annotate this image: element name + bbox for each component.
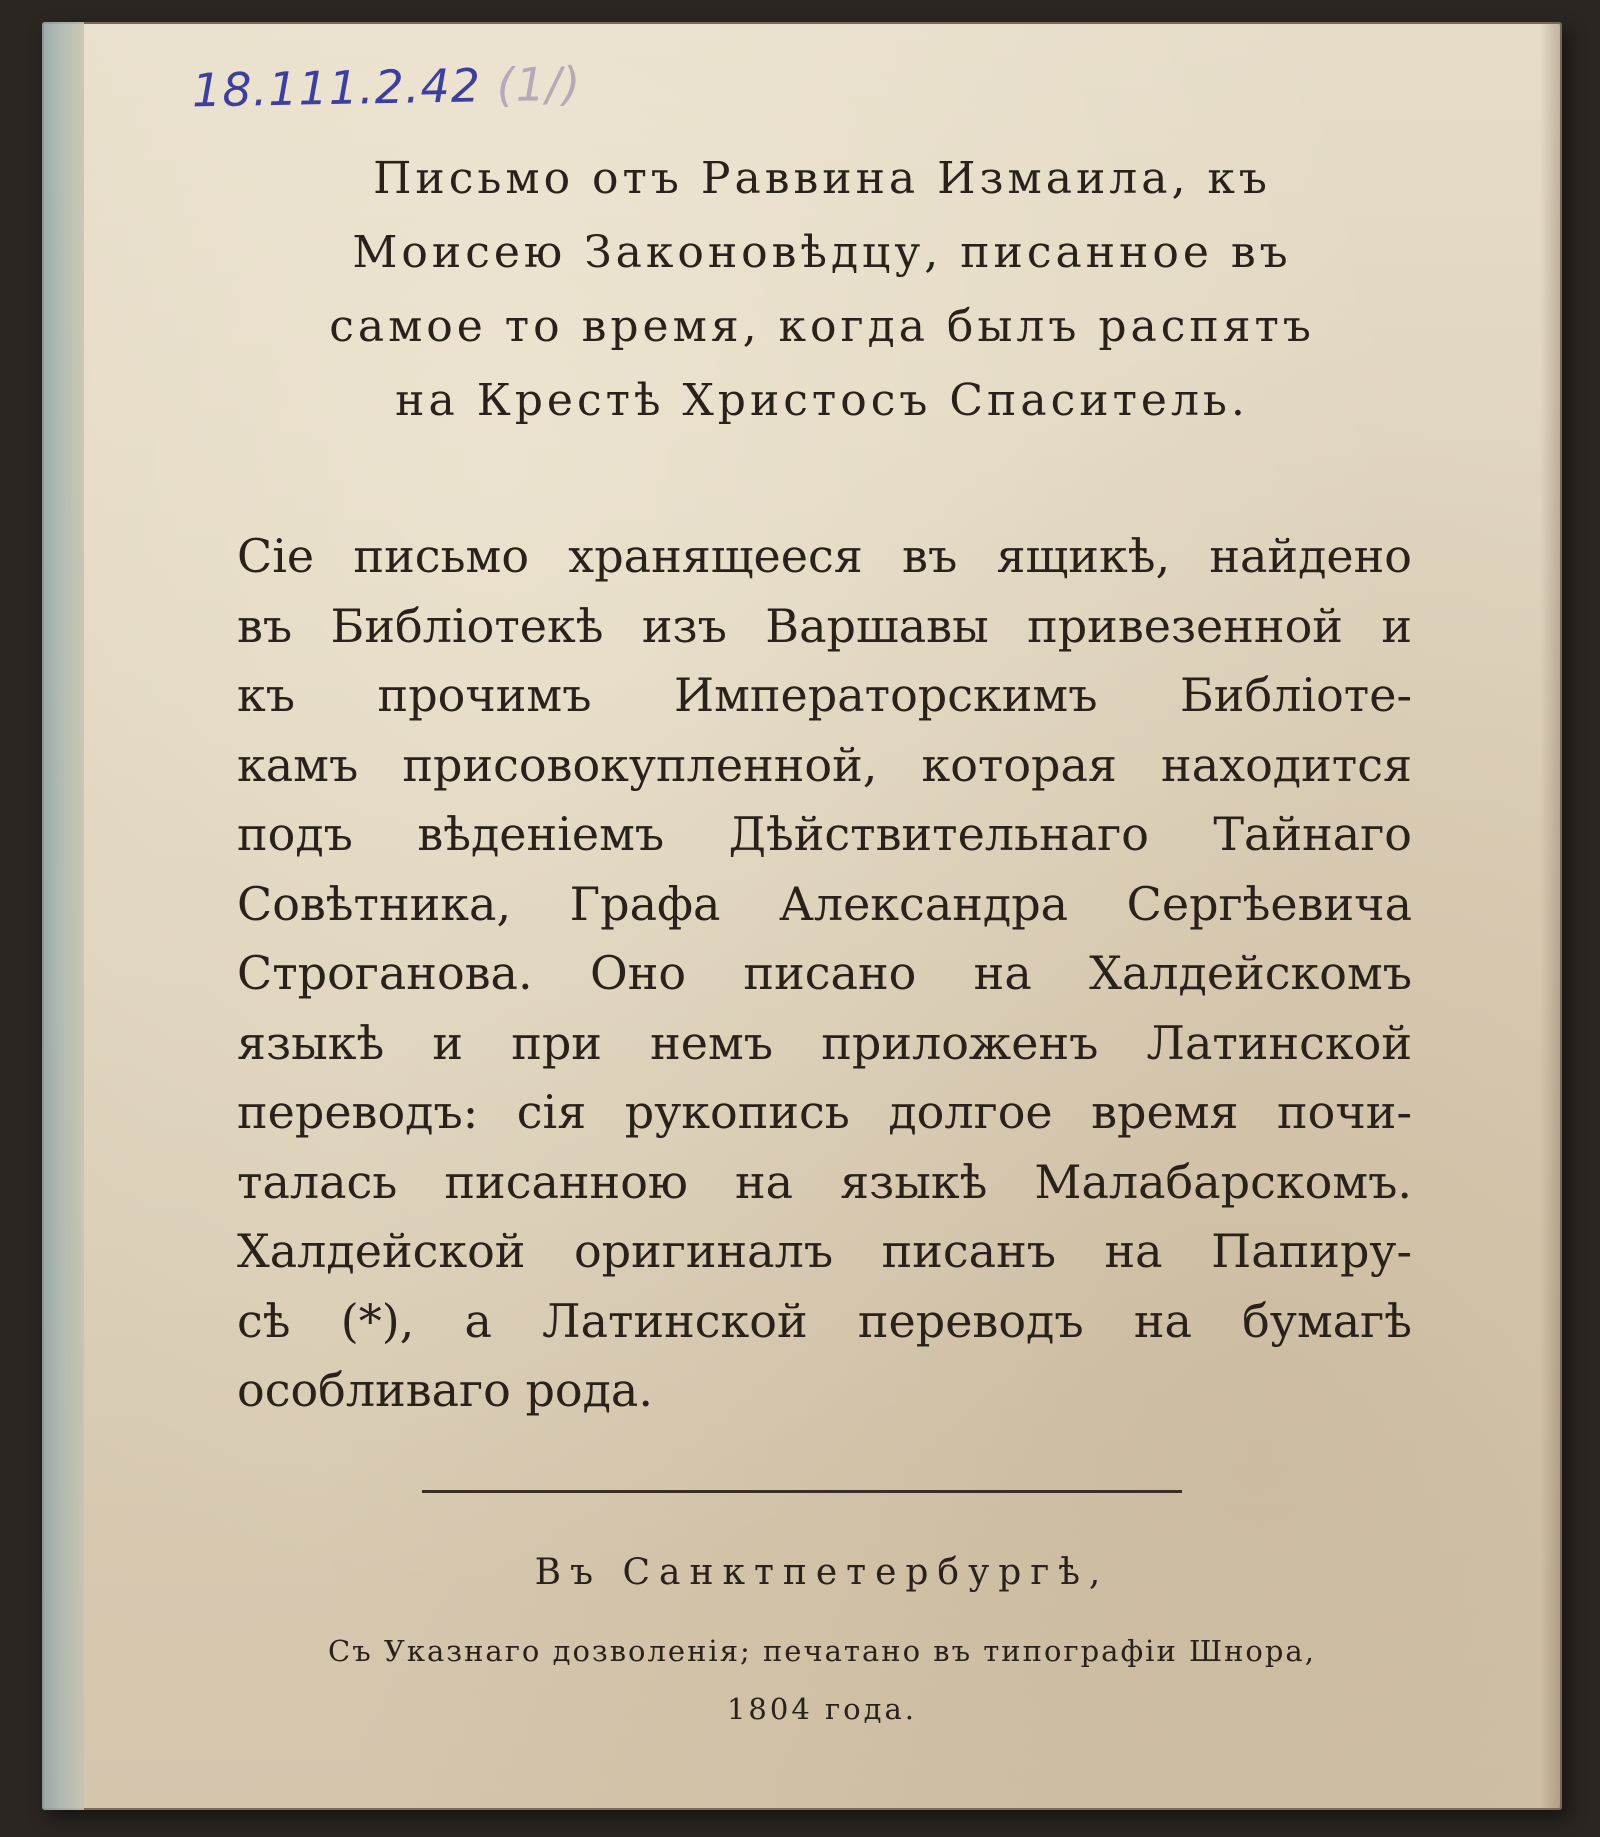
body-line: особливаго рода. — [237, 1363, 653, 1417]
handwritten-shelfmark — [192, 57, 582, 118]
body-line: Сіе письмо хранящееся въ ящикѣ, найдено — [237, 529, 1412, 583]
title-line: на Крестѣ Христосъ Спаситель. — [395, 375, 1249, 426]
body-line: сѣ (*), а Латинской переводъ на бумагѣ — [237, 1293, 1412, 1348]
horizontal-divider — [422, 1490, 1182, 1493]
paper-edge-shadow — [1540, 22, 1562, 1810]
body-line: къ прочимъ Императорскимъ Библіоте- — [237, 668, 1412, 722]
title-line: самое то время, когда былъ распятъ — [329, 301, 1315, 352]
title-line: Моисею Законовѣдцу, писанное въ — [352, 227, 1292, 278]
body-line: камъ присовокупленной, которая находится — [237, 737, 1412, 792]
imprint-license: Съ Указнаго дозволенія; печатано въ типографіи Шнора, — [328, 1634, 1316, 1668]
body-line: переводъ: сія рукопись долгое время почи- — [237, 1085, 1412, 1139]
body-paragraph — [237, 522, 1412, 1426]
body-line: Халдейской оригиналъ писанъ на Папиру- — [237, 1224, 1412, 1278]
document-title — [232, 142, 1412, 438]
body-line: талась писанною на языкѣ Малабарскомъ. — [237, 1154, 1412, 1209]
paper-spine-strip — [42, 22, 84, 1810]
body-line: Совѣтника, Графа Александра Сергѣевича — [237, 876, 1412, 931]
shelfmark-suffix: (1/) — [496, 56, 582, 113]
imprint-year: 1804 года. — [726, 1692, 918, 1726]
shelfmark-number: 18.111.2.42 — [191, 58, 482, 118]
title-line: Письмо отъ Раввина Измаила, къ — [373, 153, 1271, 204]
document-page — [42, 22, 1562, 1810]
body-line: языкѣ и при немъ приложенъ Латинской — [237, 1015, 1412, 1070]
body-line: Строганова. Оно писано на Халдейскомъ — [237, 946, 1412, 1000]
body-line: подъ вѣденіемъ Дѣйствительнаго Тайнаго — [237, 807, 1412, 861]
imprint-city: Въ Санктпетербургѣ, — [534, 1552, 1110, 1593]
body-line: въ Библіотекѣ изъ Варшавы привезенной и — [237, 598, 1412, 653]
